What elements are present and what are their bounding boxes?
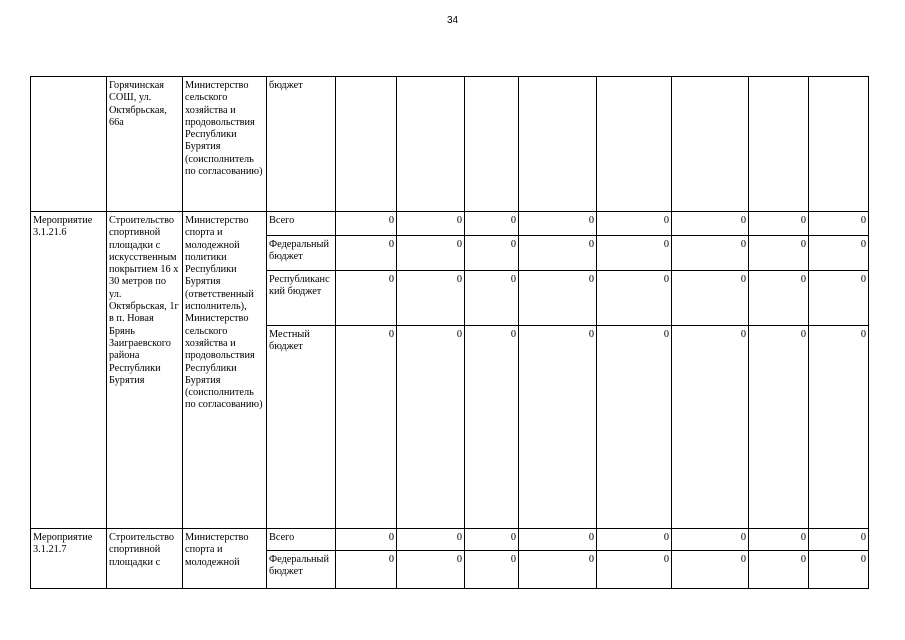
value-cell: 0 (672, 326, 749, 529)
value-cell: 0 (465, 326, 519, 529)
source-cell: Республиканский бюджет (267, 271, 336, 326)
value-cell: 0 (597, 326, 672, 529)
value-cell: 0 (336, 326, 397, 529)
value-cell: 0 (597, 236, 672, 271)
value-cell: 0 (749, 236, 809, 271)
value-cell: 0 (336, 271, 397, 326)
source-cell: Всего (267, 529, 336, 551)
value-cell: 0 (519, 529, 597, 551)
value-cell: 0 (597, 551, 672, 589)
continuation-row (31, 77, 869, 212)
source-cell: Федеральный бюджет (267, 551, 336, 589)
value-cell: 0 (336, 551, 397, 589)
event-executor-cell: Министерство спорта и молодежной политики Республики Бурятия (ответственный исполнитель), Министерство сельского хозяйства и продовольствия Республики Бурятия (соисполнитель по согласованию) (183, 212, 267, 529)
value-cell (809, 77, 869, 212)
value-cell: 0 (465, 236, 519, 271)
source-cell: Всего (267, 212, 336, 236)
value-cell: 0 (465, 551, 519, 589)
table-row (31, 212, 869, 236)
value-cell: 0 (397, 212, 465, 236)
value-cell: 0 (672, 551, 749, 589)
value-cell: 0 (672, 236, 749, 271)
value-cell: 0 (336, 236, 397, 271)
value-cell: 0 (809, 236, 869, 271)
value-cell (597, 77, 672, 212)
value-cell: 0 (519, 271, 597, 326)
value-cell: 0 (465, 271, 519, 326)
value-cell (672, 77, 749, 212)
value-cell: 0 (597, 529, 672, 551)
value-cell (336, 77, 397, 212)
event-name-cell: Строительство спортивной площадки с (107, 529, 183, 589)
value-cell: 0 (809, 326, 869, 529)
value-cell: 0 (749, 529, 809, 551)
event-code-cell: Мероприятие 3.1.21.6 (31, 212, 107, 529)
value-cell: 0 (749, 212, 809, 236)
value-cell: 0 (465, 529, 519, 551)
value-cell: 0 (672, 212, 749, 236)
value-cell: 0 (749, 551, 809, 589)
value-cell (519, 77, 597, 212)
table-row (31, 529, 869, 551)
source-cell: Местный бюджет (267, 326, 336, 529)
value-cell: 0 (336, 529, 397, 551)
value-cell: 0 (809, 551, 869, 589)
value-cell: 0 (397, 326, 465, 529)
value-cell: 0 (672, 529, 749, 551)
object-cell: Горячинская СОШ, ул. Октябрьская, 66а (107, 77, 183, 212)
value-cell: 0 (519, 551, 597, 589)
event-name-cell: Строительство спортивной площадки с искусственным покрытием 16 х 30 метров по ул. Октябрьская, 1г в п. Новая Брянь Заиграевского района Республики Бурятия (107, 212, 183, 529)
value-cell: 0 (519, 236, 597, 271)
value-cell: 0 (397, 529, 465, 551)
value-cell: 0 (336, 212, 397, 236)
value-cell: 0 (397, 271, 465, 326)
event-executor-cell: Министерство спорта и молодежной (183, 529, 267, 589)
value-cell: 0 (597, 212, 672, 236)
budget-table (30, 76, 869, 589)
source-cell: Федеральный бюджет (267, 236, 336, 271)
value-cell: 0 (465, 212, 519, 236)
page-number: 34 (446, 15, 459, 26)
executor-cell: Министерство сельского хозяйства и продовольствия Республики Бурятия (соисполнитель по согласованию) (183, 77, 267, 212)
value-cell: 0 (672, 271, 749, 326)
value-cell (397, 77, 465, 212)
value-cell (465, 77, 519, 212)
value-cell: 0 (597, 271, 672, 326)
value-cell (749, 77, 809, 212)
value-cell: 0 (397, 236, 465, 271)
value-cell: 0 (519, 326, 597, 529)
value-cell: 0 (749, 326, 809, 529)
code-cell (31, 77, 107, 212)
event-code-cell: Мероприятие 3.1.21.7 (31, 529, 107, 589)
value-cell: 0 (809, 271, 869, 326)
value-cell: 0 (809, 529, 869, 551)
source-cell: бюджет (267, 77, 336, 212)
value-cell: 0 (397, 551, 465, 589)
value-cell: 0 (749, 271, 809, 326)
value-cell: 0 (809, 212, 869, 236)
value-cell: 0 (519, 212, 597, 236)
